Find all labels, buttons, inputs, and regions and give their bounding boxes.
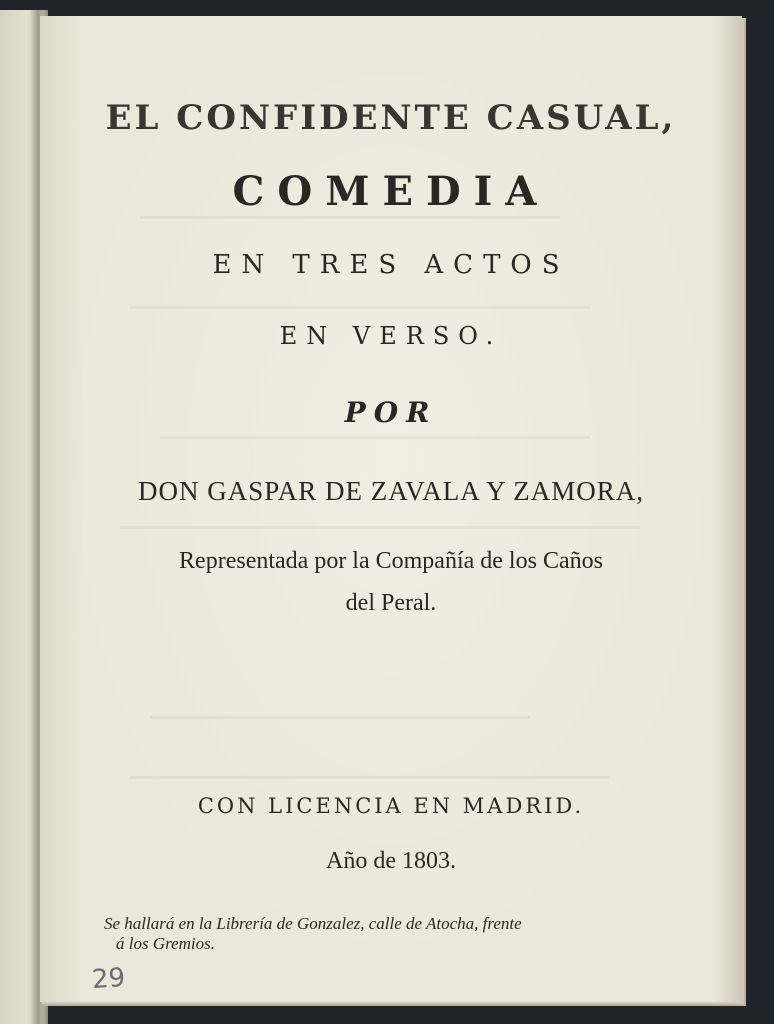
handwritten-folio-number: 29 (90, 962, 127, 996)
author-name: DON GASPAR DE ZAVALA Y ZAMORA, (137, 476, 645, 506)
book-title: EL CONFIDENTE CASUAL, (105, 98, 677, 138)
imprint-note (104, 914, 664, 954)
by-line: POR (344, 396, 438, 429)
license-line: CON LICENCIA EN MADRID. (197, 794, 585, 818)
imprint-line-1: Se hallará en la Librería de Gonzalez, calle de Atocha, frente (104, 914, 522, 933)
page-stack-edge (742, 18, 746, 1002)
genre-heading: COMEDIA (232, 168, 550, 215)
publication-year: Año de 1803. (326, 848, 456, 874)
performance-line-2: del Peral. (345, 590, 437, 616)
acts-line: EN TRES ACTOS (212, 250, 570, 280)
verse-line: EN VERSO. (279, 322, 503, 350)
imprint-line-2: á los Gremios. (116, 934, 216, 953)
performance-line-1: Representada por la Compañía de los Caños (179, 548, 603, 574)
